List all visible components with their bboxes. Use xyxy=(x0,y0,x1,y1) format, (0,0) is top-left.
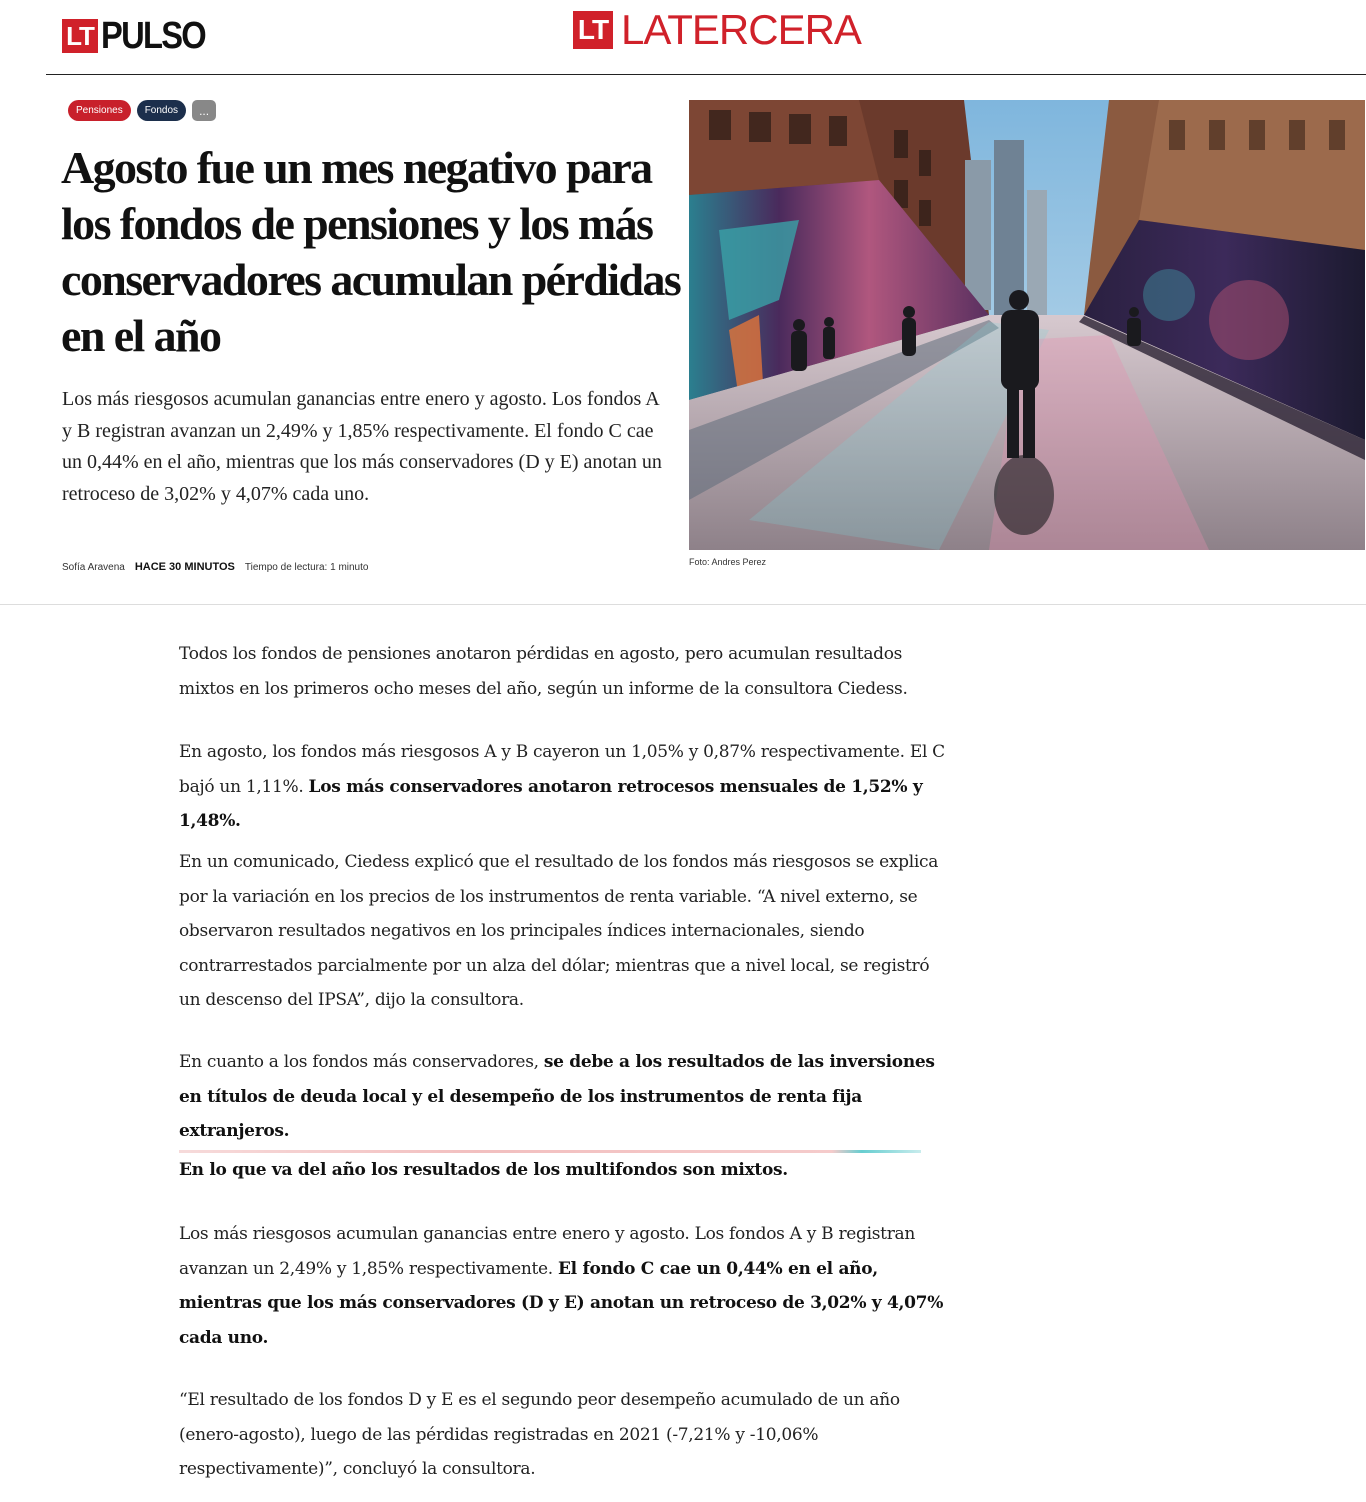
latercera-logo-word: LATERCERA xyxy=(621,6,861,53)
photo-credit: Foto: Andres Perez xyxy=(689,557,767,567)
tag-more-button[interactable]: ... xyxy=(192,100,216,121)
latercera-logo-mark: LT xyxy=(573,11,613,49)
paragraph-7-text: “El resultado de los fondos D y E es el segundo peor desempeño acumulado de un año (enero-agosto), luego de las pérdidas registradas en 2021 (-7,21% y -10,06% respectivamente)”, concluyó la consultora. xyxy=(179,1390,900,1479)
paragraph-1-text: Todos los fondos de pensiones anotaron pérdidas en agosto, pero acumulan resultados mixtos en los primeros ocho meses del año, según un informe de la consultora Ciedess. xyxy=(179,644,908,699)
paragraph-2-text: En agosto, los fondos más riesgosos A y B cayeron un 1,05% y 0,87% respectivamente. El C bajó un 1,11%. xyxy=(179,742,945,797)
header-divider xyxy=(46,74,1366,75)
body-paragraph-5 xyxy=(179,1153,788,1188)
body-paragraph-2 xyxy=(179,735,949,839)
body-paragraph-7 xyxy=(179,1383,949,1487)
body-paragraph-4 xyxy=(179,1045,949,1149)
tag-pensiones[interactable]: Pensiones xyxy=(68,100,131,121)
street-scene-image xyxy=(689,100,1365,550)
paragraph-5-highlight: En lo que va del año los resultados de los multifondos son mixtos. xyxy=(179,1160,788,1180)
site-header xyxy=(0,0,1366,76)
paragraph-3-text: En un comunicado, Ciedess explicó que el resultado de los fondos más riesgosos se explica por la variación en los precios de los instrumentos de renta variable. “A nivel externo, se observaron resultados negativos en los principales índices internacionales, siendo contrarrestados parcialmente por un alza del dólar; mientras que a nivel local, se registró un descenso del IPSA”, dijo la consultora. xyxy=(179,852,939,1010)
pulso-logo[interactable] xyxy=(62,16,222,56)
publish-time: HACE 30 MINUTOS xyxy=(134,561,235,573)
hero-photo xyxy=(689,100,1365,550)
tag-fondos[interactable]: Fondos xyxy=(137,100,186,121)
article-dek: Los más riesgosos acumulan ganancias entre enero y agosto. Los fondos A y B registran avanzan un 2,49% y 1,85% respectivamente. El fondo C cae un 0,44% en el año, mientras que los más conservadores (D y E) anotan un retroceso de 3,02% y 4,07% cada uno. xyxy=(62,388,662,505)
paragraph-6-highlight: El fondo C cae un 0,44% en el año, mientras que los más conservadores (D y E) anotan un retroceso de 3,02% y 4,07% cada uno. xyxy=(179,1258,944,1348)
reading-time: Tiempo de lectura: 1 minuto xyxy=(244,562,369,573)
paragraph-2-highlight: Los más conservadores anotaron retrocesos mensuales de 1,52% y 1,48%. xyxy=(179,776,923,831)
pulso-logo-word: PULSO xyxy=(101,14,205,57)
pulso-logo-mark: LT xyxy=(62,19,98,53)
paragraph-4-text: En cuanto a los fondos más conservadores, xyxy=(179,1052,544,1072)
hero-divider xyxy=(0,604,1366,605)
article-headline: Agosto fue un mes negativo para los fondos de pensiones y los más conservadores acumulan pérdidas en el año xyxy=(61,142,681,361)
author-link[interactable]: Sofía Aravena xyxy=(62,562,125,573)
body-paragraph-3 xyxy=(179,845,949,1018)
byline xyxy=(62,561,368,573)
body-paragraph-6 xyxy=(179,1217,949,1355)
body-paragraph-1 xyxy=(179,637,949,706)
latercera-logo[interactable] xyxy=(573,6,861,53)
paragraph-6-text: Los más riesgosos acumulan ganancias entre enero y agosto. Los fondos A y B registran avanzan un 2,49% y 1,85% respectivamente. xyxy=(179,1224,916,1279)
paragraph-4-highlight: se debe a los resultados de las inversiones en títulos de deuda local y el desempeño de los instrumentos de renta fija extranjeros. xyxy=(179,1052,935,1141)
tag-list xyxy=(68,100,216,121)
